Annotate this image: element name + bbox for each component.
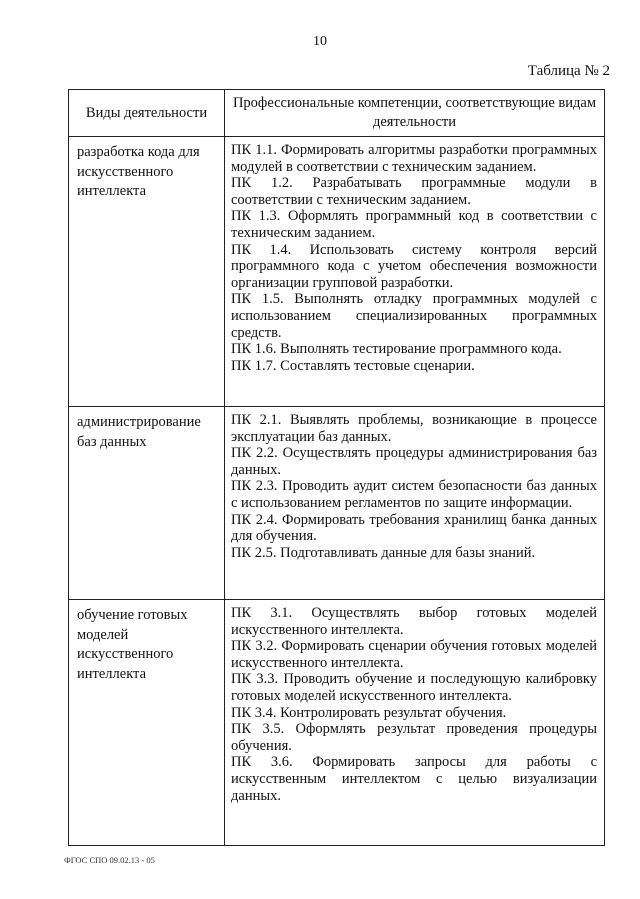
competency-item: ПК 2.2. Осуществлять процедуры администрирования баз данных. [231, 445, 597, 478]
table-row [69, 407, 605, 600]
table-caption: Таблица № 2 [527, 63, 610, 79]
table-header-row [69, 90, 605, 137]
activity-cell: обучение готовых моделей искусственного интеллекта [69, 600, 225, 846]
competency-item: ПК 2.4. Формировать требования хранилищ банка данных для обучения. [231, 511, 597, 545]
competency-item: ПК 3.5. Оформлять результат проведения процедуры обучения. [231, 721, 597, 754]
competency-item: ПК 3.1. Осуществлять выбор готовых моделей искусственного интеллекта. [231, 605, 597, 638]
competency-item: ПК 1.5. Выполнять отладку программных модулей с использованием специализированных программных средств. [231, 291, 597, 341]
header-professional-competencies: Профессиональные компетенции, соответствующие видам деятельности [225, 90, 605, 137]
competency-item: ПК 1.1. Формировать алгоритмы разработки программных модулей в соответствии с техническим заданием. [231, 142, 597, 175]
table-row [69, 600, 605, 846]
competency-item: ПК 3.3. Проводить обучение и последующую калибровку готовых моделей искусственного интеллекта. [231, 671, 597, 704]
competency-item: ПК 1.6. Выполнять тестирование программного кода. [231, 341, 562, 358]
competencies-cell [225, 137, 605, 407]
competency-item: ПК 2.3. Проводить аудит систем безопасности баз данных с использованием регламентов по защите информации. [231, 478, 597, 511]
competency-item: ПК 1.7. Составлять тестовые сценарии. [231, 357, 475, 374]
competencies-cell [225, 407, 605, 600]
competency-item: ПК 3.4. Контролировать результат обучения. [231, 704, 507, 721]
competency-item: ПК 2.1. Выявлять проблемы, возникающие в процессе эксплуатации баз данных. [231, 412, 597, 445]
activity-cell: разработка кода для искусственного интеллекта [69, 137, 225, 407]
header-activity-types: Виды деятельности [69, 90, 225, 137]
competency-item: ПК 3.2. Формировать сценарии обучения готовых моделей искусственного интеллекта. [231, 638, 597, 671]
competencies-table [68, 89, 605, 846]
competency-item: ПК 1.2. Разрабатывать программные модули в соответствии с техническим заданием. [231, 175, 597, 208]
competency-item: ПК 1.4. Использовать систему контроля версий программного кода с учетом обеспечения возможности организации групповой разработки. [231, 241, 597, 291]
table-row [69, 137, 605, 407]
competency-item: ПК 3.6. Формировать запросы для работы с искусственным интеллектом с целью визуализации данных. [231, 754, 597, 804]
competency-item: ПК 1.3. Оформлять программный код в соответствии с техническим заданием. [231, 208, 597, 241]
page-number: 10 [313, 34, 327, 49]
competencies-cell [225, 600, 605, 846]
competency-item: ПК 2.5. Подготавливать данные для базы знаний. [231, 544, 536, 561]
activity-cell: администрирование баз данных [69, 407, 225, 600]
document-footer: ФГОС СПО 09.02.13 - 05 [64, 855, 155, 865]
